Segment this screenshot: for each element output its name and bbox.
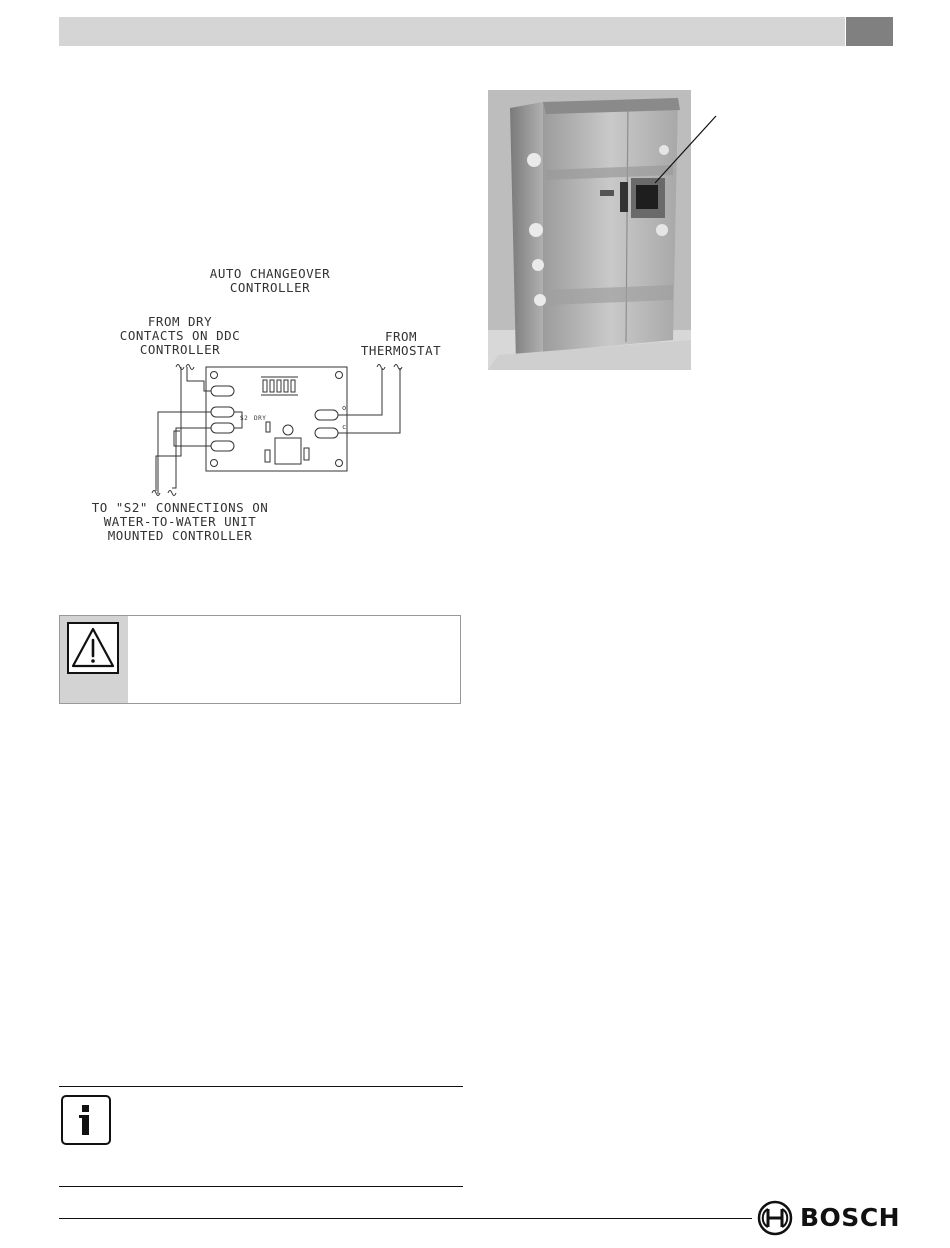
terminal-right-o: [315, 410, 338, 420]
terminal-left-1: [211, 386, 234, 396]
info-top-rule: [59, 1086, 463, 1087]
diagram-title: AUTO CHANGEOVER CONTROLLER: [209, 266, 331, 295]
warning-triangle-icon: [67, 622, 119, 674]
terminal-right-c: [315, 428, 338, 438]
bosch-brand-name: BOSCH: [800, 1203, 901, 1232]
info-bottom-rule: [59, 1186, 463, 1187]
warning-icon-panel: [60, 616, 128, 703]
terminal-label-o: o: [342, 404, 347, 412]
auto-changeover-wiring-diagram: [70, 255, 442, 555]
terminal-left-3: [211, 423, 234, 433]
footer-rule: [59, 1218, 752, 1219]
header-bar: [59, 17, 845, 46]
bosch-armature-logo-icon: [757, 1200, 793, 1236]
warning-callout: [59, 615, 461, 704]
label-from-dry-contacts: FROM DRY CONTACTS ON DDC CONTROLLER: [119, 314, 241, 357]
cabinet-photo: [488, 90, 691, 370]
header-page-tab: [846, 17, 893, 46]
board-label-dry: DRY: [254, 415, 267, 422]
terminal-left-2: [211, 407, 234, 417]
terminal-label-c: c: [342, 423, 347, 431]
info-icon: [61, 1095, 111, 1145]
terminal-left-4: [211, 441, 234, 451]
label-from-thermostat: FROM THERMOSTAT: [360, 329, 442, 358]
label-to-s2-connections: TO "S2" CONNECTIONS ON WATER-TO-WATER UNIT MOUNTED CONTROLLER: [91, 500, 269, 543]
board-label-s2: S2: [240, 415, 249, 422]
